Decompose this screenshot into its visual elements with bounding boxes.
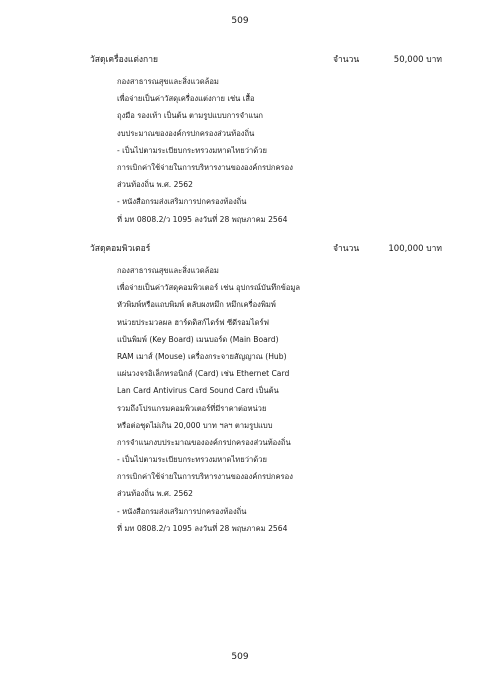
- description-line: Lan Card Antivirus Card Sound Card เป็นต้น: [117, 386, 279, 396]
- budget-item-computer: [0, 241, 480, 537]
- description-line: - หนังสือกรมส่งเสริมการปกครองท้องถิ่น: [117, 506, 247, 516]
- budget-item-clothing: [0, 52, 480, 228]
- description-line: การเบิกค่าใช้จ่ายในการบริหารงานขององค์กรปกครอง: [117, 472, 293, 482]
- description-line: - เป็นไปตามระเบียบกระทรวงมหาดไทยว่าด้วย: [117, 145, 267, 155]
- description-line: เพื่อจ่ายเป็นค่าวัสดุคอมพิวเตอร์ เช่น อุปกรณ์บันทึกข้อมูล: [117, 283, 301, 293]
- description-line: งบประมาณขององค์กรปกครองส่วนท้องถิ่น: [117, 128, 255, 138]
- description-line: กองสาธารณสุขและสิ่งแวดล้อม: [117, 266, 219, 275]
- description-line: - เป็นไปตามระเบียบกระทรวงมหาดไทยว่าด้วย: [117, 455, 267, 465]
- description-line: การจำแนกงบประมาณขององค์กรปกครองส่วนท้องถิ่น: [117, 437, 291, 447]
- quantity-label: จำนวน: [333, 244, 360, 254]
- description-line: ที่ มท 0808.2/ว 1095 ลงวันที่ 28 พฤษภาคม 2564: [117, 523, 288, 533]
- description-line: RAM เมาส์ (Mouse) เครื่องกระจายสัญญาณ (Hub): [117, 351, 287, 361]
- description-line: ถุงมือ รองเท้า เป็นต้น ตามรูปแบบการจำแนก: [117, 111, 264, 121]
- description-line: รวมถึงโปรแกรมคอมพิวเตอร์ที่มีราคาต่อหน่วย: [117, 403, 267, 413]
- description-line: หรือต่อชุดไม่เกิน 20,000 บาท ฯลฯ ตามรูปแบบ: [117, 420, 273, 430]
- amount: 100,000 บาท: [388, 244, 442, 254]
- page-number-top: 509: [231, 16, 249, 26]
- item-description: [117, 73, 480, 228]
- page-number-bottom: 509: [231, 652, 249, 662]
- description-line: ส่วนท้องถิ่น พ.ศ. 2562: [117, 489, 193, 499]
- budget-item-header: [0, 52, 480, 68]
- description-line: - หนังสือกรมส่งเสริมการปกครองท้องถิ่น: [117, 197, 247, 207]
- item-title: วัสดุเครื่องแต่งกาย: [90, 55, 158, 65]
- description-line: ที่ มท 0808.2/ว 1095 ลงวันที่ 28 พฤษภาคม 2564: [117, 214, 288, 224]
- description-line: เพื่อจ่ายเป็นค่าวัสดุเครื่องแต่งกาย เช่น เสื้อ: [117, 94, 255, 104]
- description-line: แผ่นวงจรอิเล็กทรอนิกส์ (Card) เช่น Ethernet Card: [117, 369, 290, 379]
- description-line: ส่วนท้องถิ่น พ.ศ. 2562: [117, 180, 193, 190]
- item-title: วัสดุคอมพิวเตอร์: [90, 244, 151, 254]
- description-line: แป้นพิมพ์ (Key Board) เมนบอร์ด (Main Board): [117, 334, 279, 344]
- description-line: หน่วยประมวลผล ฮาร์ดดิสก์ไดร์ฟ ซีดีรอมไดร์ฟ: [117, 317, 269, 327]
- description-line: กองสาธารณสุขและสิ่งแวดล้อม: [117, 77, 219, 86]
- amount: 50,000 บาท: [393, 55, 442, 65]
- item-description: [117, 262, 480, 537]
- quantity-label: จำนวน: [333, 55, 360, 65]
- description-line: การเบิกค่าใช้จ่ายในการบริหารงานขององค์กรปกครอง: [117, 162, 293, 172]
- description-line: หัวพิมพ์หรือแถบพิมพ์ ตลับผงหมึก หมึกเครื่องพิมพ์: [117, 300, 276, 310]
- budget-item-header: [0, 241, 480, 257]
